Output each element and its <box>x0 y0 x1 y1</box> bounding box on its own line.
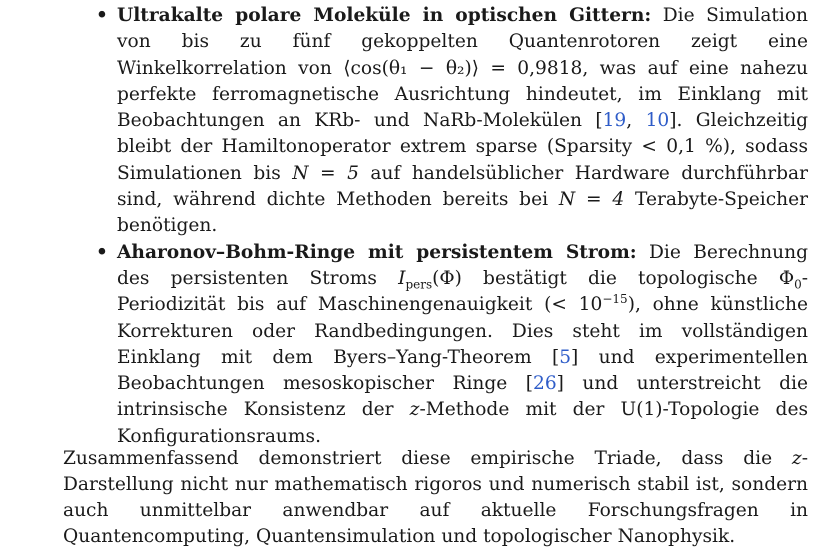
math-precision: < 10 <box>551 294 603 316</box>
citation-link[interactable]: 5 <box>559 346 572 368</box>
math-n5: N = 5 <box>292 162 359 184</box>
math-current-argument: (Φ) <box>432 267 462 289</box>
math-flux-symbol: Φ <box>778 267 795 289</box>
math-correlation: ⟨cos(θ₁ − θ₂)⟩ = 0,9818 <box>343 57 583 79</box>
citation-link[interactable]: 19 <box>602 110 627 132</box>
bullet: • <box>96 241 108 263</box>
item-text: Terabyte-Speicher benötigen. <box>117 189 808 237</box>
item-text: bestätigt die topologische <box>461 267 779 289</box>
math-current-subscript: pers <box>405 277 433 292</box>
item-text: -Periodizität bis auf Maschinengenauigkeit ( <box>117 267 808 316</box>
summary-text: Zusammenfassend demonstriert diese empirische Triade, dass die <box>63 447 792 469</box>
citation-link[interactable]: 26 <box>533 373 557 395</box>
math-current-symbol: I <box>398 267 406 289</box>
item-text: Die Berechnung des persistenten Stroms <box>117 241 808 289</box>
item-text: ), ohne künstliche Korrekturen oder Randbedingungen. Dies steht im vollständigen Einklang mit dem Byers–Yang-Theorem [ <box>117 294 809 368</box>
item-text: ] und experimentellen Beobachtungen mesoskopischer Ringe [ <box>117 346 808 395</box>
item-text: Die Simulation von bis zu fünf gekoppelten Quantenrotoren zeigt eine Winkelkorrelation von <box>117 5 809 79</box>
item-text: -Methode mit der U(1)-Topologie des Konfigurationsraums. <box>117 399 808 447</box>
item-text: auf handelsüblicher Hardware durchführbar sind, während dichte Methoden bereits bei <box>117 162 808 211</box>
list-item-polar-molecules <box>0 3 819 240</box>
list-item-aharonov-bohm <box>0 240 819 450</box>
citation-separator: , <box>626 110 646 132</box>
citation-link[interactable]: 10 <box>645 110 670 132</box>
item-text: , was auf eine nahezu perfekte ferromagnetische Ausrichtung hindeutet, im Einklang mit Beobachtungen an KRb- und NaRb-Molekülen [ <box>117 57 808 132</box>
math-z: z <box>791 447 802 469</box>
summary-text: -Darstellung nicht nur mathematisch rigoros und numerisch stabil ist, sondern auch unmittelbar anwendbar auf aktuelle Forschungsfragen in Quantencomputing, Quantensimulation und topologischer Nanophysik. <box>63 447 808 548</box>
bullet: • <box>96 5 108 26</box>
math-precision-exponent: −15 <box>602 292 628 307</box>
item-text: ]. Gleichzeitig bleibt der Hamiltonoperator extrem sparse (Sparsity < 0,1 %), sodass Simulationen bis <box>117 110 808 184</box>
item-heading: Aharonov–Bohm-Ringe mit persistentem Strom: <box>117 241 637 263</box>
math-flux-subscript: 0 <box>794 277 802 292</box>
math-z: z <box>409 399 420 421</box>
item-heading: Ultrakalte polare Moleküle in optischen Gittern: <box>117 5 652 26</box>
result-list <box>0 3 819 450</box>
item-text: ] und unterstreicht die intrinsische Konsistenz der <box>117 373 808 421</box>
summary-paragraph <box>63 446 808 551</box>
math-n4: N = 4 <box>558 189 625 211</box>
